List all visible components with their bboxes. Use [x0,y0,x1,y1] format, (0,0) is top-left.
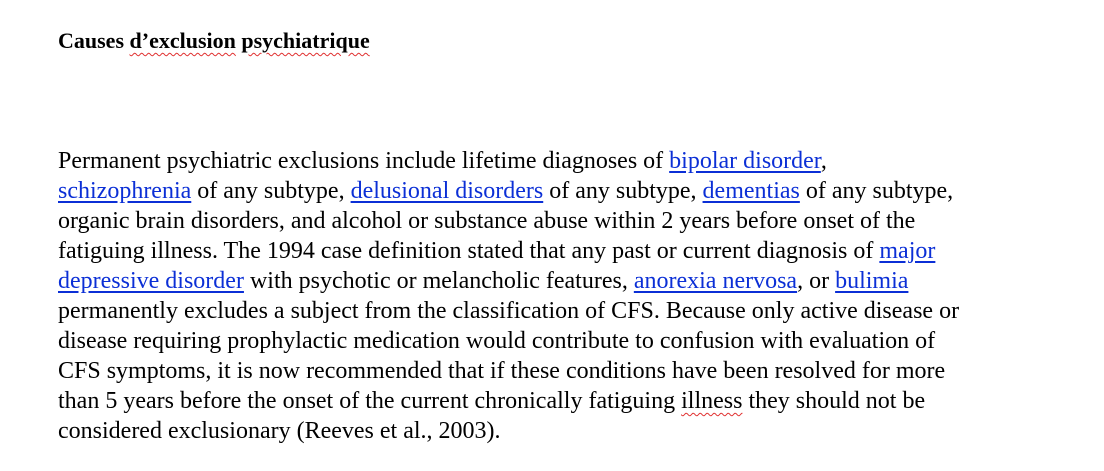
heading-word-psychiatrique: psychiatrique [241,28,370,53]
link-anorexia-nervosa[interactable]: anorexia nervosa [633,268,798,294]
text-run: , [820,148,827,174]
spellcheck-word-illness: illness [681,388,743,414]
link-major-depressive-disorder-part1[interactable]: major [879,238,936,264]
link-bipolar-disorder[interactable]: bipolar disorder [669,148,821,174]
link-bulimia[interactable]: bulimia [835,268,909,294]
text-run: they should not be [742,388,926,414]
heading-word-exclusion: d’exclusion [129,28,236,53]
text-run: of any subtype, [191,178,351,204]
text-run: of any subtype, [543,178,703,204]
paragraph-line-1 [58,146,1058,176]
text-run: than 5 years before the onset of the current chronically fatiguing [58,388,682,414]
paragraph-line-3: organic brain disorders, and alcohol or substance abuse within 2 years before onset of the [58,208,916,234]
paragraph-line-10: considered exclusionary (Reeves et al., 2003). [58,418,501,444]
text-run: of any subtype, [799,178,954,204]
body-paragraph [58,146,1058,446]
paragraph-line-5 [58,266,1058,296]
heading-word-causes: Causes [58,28,125,53]
link-major-depressive-disorder-part2[interactable]: depressive disorder [58,268,244,294]
document-page [58,26,1058,444]
link-dementias[interactable]: dementias [702,178,800,204]
paragraph-line-6: permanently excludes a subject from the classification of CFS. Because only active disease or [58,298,960,324]
paragraph-line-2 [58,176,1058,206]
paragraph-line-4 [58,236,1058,266]
text-run: Permanent psychiatric exclusions include lifetime diagnoses of [58,148,670,174]
text-run: , or [797,268,836,294]
paragraph-line-9 [58,386,1058,416]
link-schizophrenia[interactable]: schizophrenia [58,178,192,204]
link-delusional-disorders[interactable]: delusional disorders [350,178,544,204]
paragraph-line-8: CFS symptoms, it is now recommended that if these conditions have been resolved for more [58,358,946,384]
text-run: with psychotic or melancholic features, [243,268,634,294]
paragraph-line-7: disease requiring prophylactic medication would contribute to confusion with evaluation of [58,328,936,354]
section-heading [58,26,1058,56]
text-run: fatiguing illness. The 1994 case definition stated that any past or current diagnosis of [58,238,880,264]
